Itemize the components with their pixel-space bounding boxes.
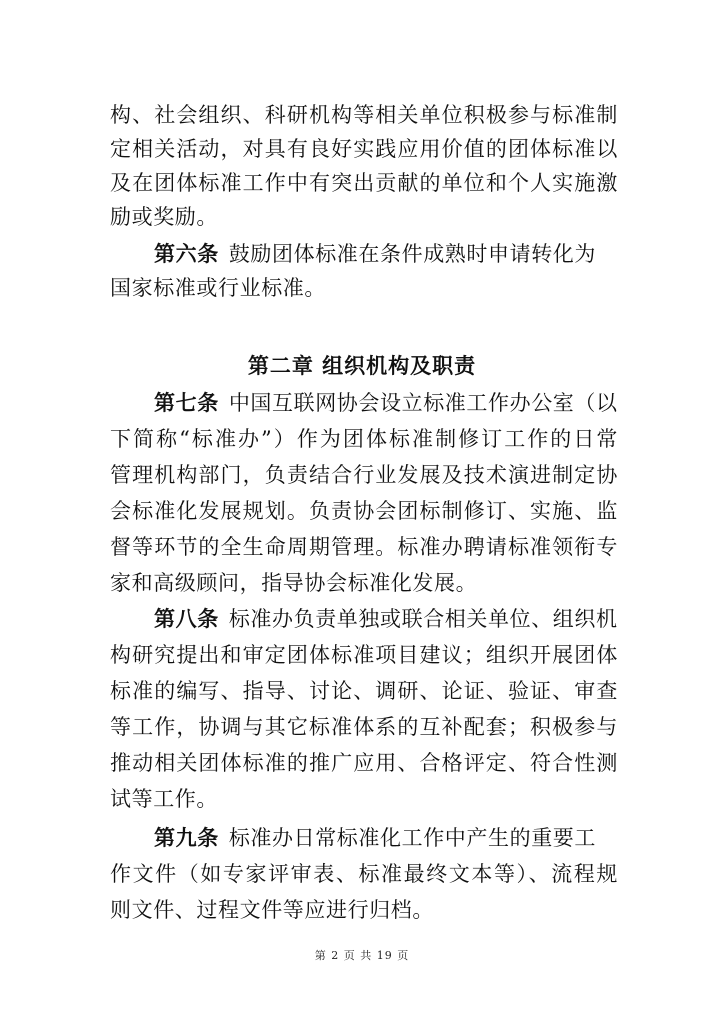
article-9-text: 标准办日常标准化工作中产生的重要工 (228, 826, 597, 850)
page-number: 第 2 页 共 19 页 (314, 949, 410, 962)
text-line: 构、社会组织、科研机构等相关单位积极参与标准制 (110, 103, 618, 127)
article-6-label: 第六条 (154, 241, 219, 266)
article-9-first-line (154, 820, 618, 856)
text-line: 等工作，协调与其它标准体系的互补配套；积极参与 (110, 715, 618, 739)
text-line: 作文件（如专家评审表、标准最终文本等）、流程规 (110, 862, 618, 886)
text-line: 及在团体标准工作中有突出贡献的单位和个人实施激 (110, 171, 618, 195)
chapter-title: 第二章 组织机构及职责 (247, 353, 477, 378)
article-6-first-line (154, 236, 618, 272)
text-line: 下简称“标准办”）作为团体标准制修订工作的日常 (110, 427, 618, 451)
text-line: 国家标准或行业标准。 (110, 276, 326, 300)
text-line: 督等环节的全生命周期管理。标准办聘请标准领衔专 (110, 535, 618, 559)
article-8-first-line (154, 601, 618, 637)
text-line: 励或奖励。 (110, 205, 218, 229)
text-line: 则文件、过程文件等应进行归档。 (110, 898, 434, 922)
article-9-label: 第九条 (154, 825, 219, 850)
text-line: 构研究提出和审定团体标准项目建议；组织开展团体 (110, 643, 618, 667)
article-7-text: 中国互联网协会设立标准工作办公室（以 (228, 391, 618, 415)
text-line: 标准的编写、指导、讨论、调研、论证、验证、审查 (110, 679, 618, 703)
text-line: 推动相关团体标准的推广应用、合格评定、符合性测 (110, 751, 618, 775)
article-8-text: 标准办负责单独或联合相关单位、组织机 (228, 607, 618, 631)
text-line: 管理机构部门，负责结合行业发展及技术演进制定协 (110, 463, 618, 487)
text-line: 会标准化发展规划。负责协会团标制修订、实施、监 (110, 499, 618, 523)
article-7-first-line (154, 385, 618, 421)
text-line: 试等工作。 (110, 787, 218, 811)
text-line: 定相关活动，对具有良好实践应用价值的团体标准以 (110, 137, 618, 161)
text-line: 家和高级顾问，指导协会标准化发展。 (110, 571, 478, 595)
article-7-label: 第七条 (154, 390, 219, 415)
article-6-text: 鼓励团体标准在条件成熟时申请转化为 (228, 242, 597, 266)
article-8-label: 第八条 (154, 606, 219, 631)
